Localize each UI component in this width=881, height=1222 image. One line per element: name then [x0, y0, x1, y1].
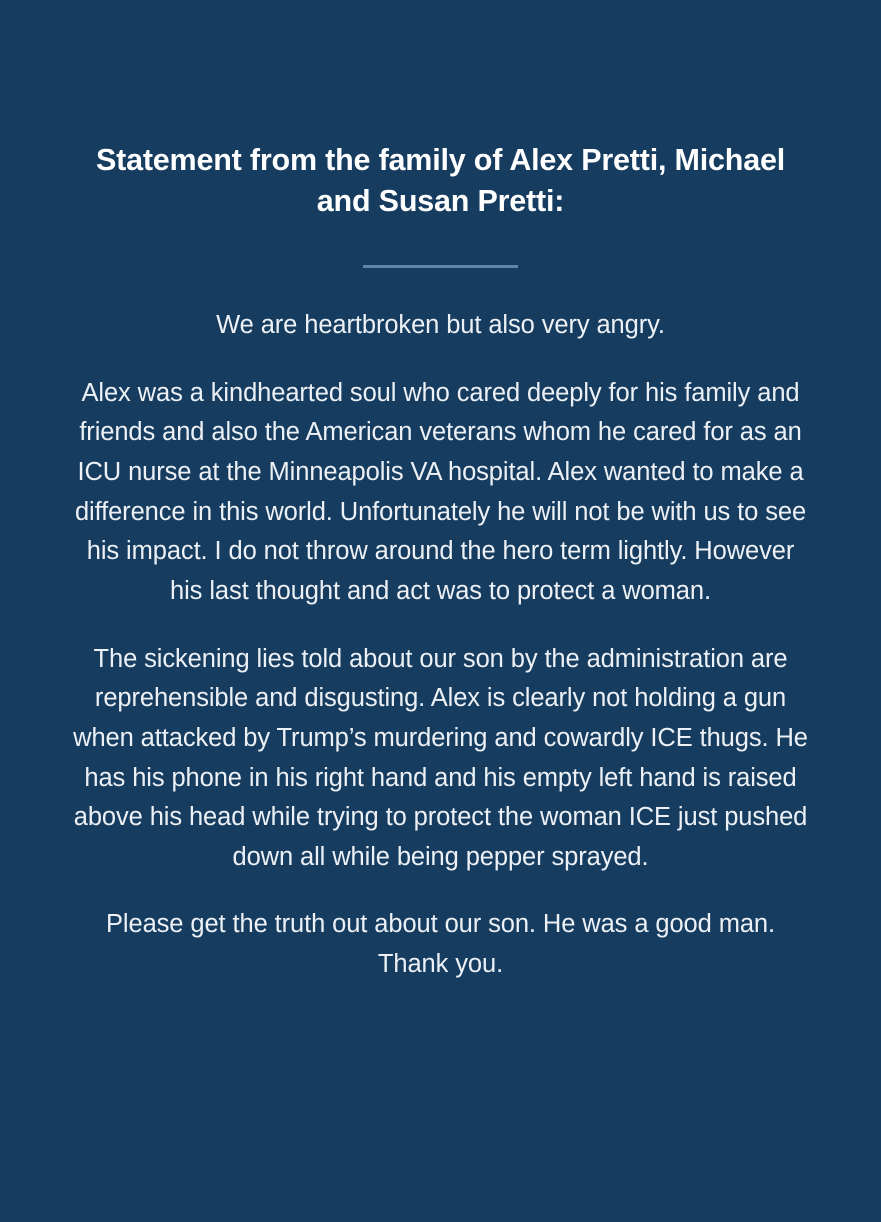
statement-paragraph: Alex was a kindhearted soul who cared deeply for his family and friends and also the American veterans whom he cared for as an ICU nurse at the Minneapolis VA hospital. Alex wanted to make a difference in this world. Unfortunately he will not be with us to see his impact. I do not throw around the hero term lightly. However his last thought and act was to protect a woman. — [74, 378, 807, 605]
statement-body — [73, 306, 808, 985]
statement-paragraph: The sickening lies told about our son by the administration are reprehensible and disgusting. Alex is clearly not holding a gun when attacked by Trump’s murdering and cowardly ICE thugs. He has his phone in his right hand and his empty left hand is raised above his head while trying to protect the woman ICE just pushed down all while being pepper sprayed. — [73, 644, 808, 871]
page-title: Statement from the family of Alex Pretti, Michael and Susan Pretti: — [95, 143, 786, 218]
title-divider — [363, 265, 518, 268]
statement-paragraph: Please get the truth out about our son. He was a good man. Thank you. — [106, 910, 775, 979]
statement-paragraph: We are heartbroken but also very angry. — [216, 311, 665, 340]
